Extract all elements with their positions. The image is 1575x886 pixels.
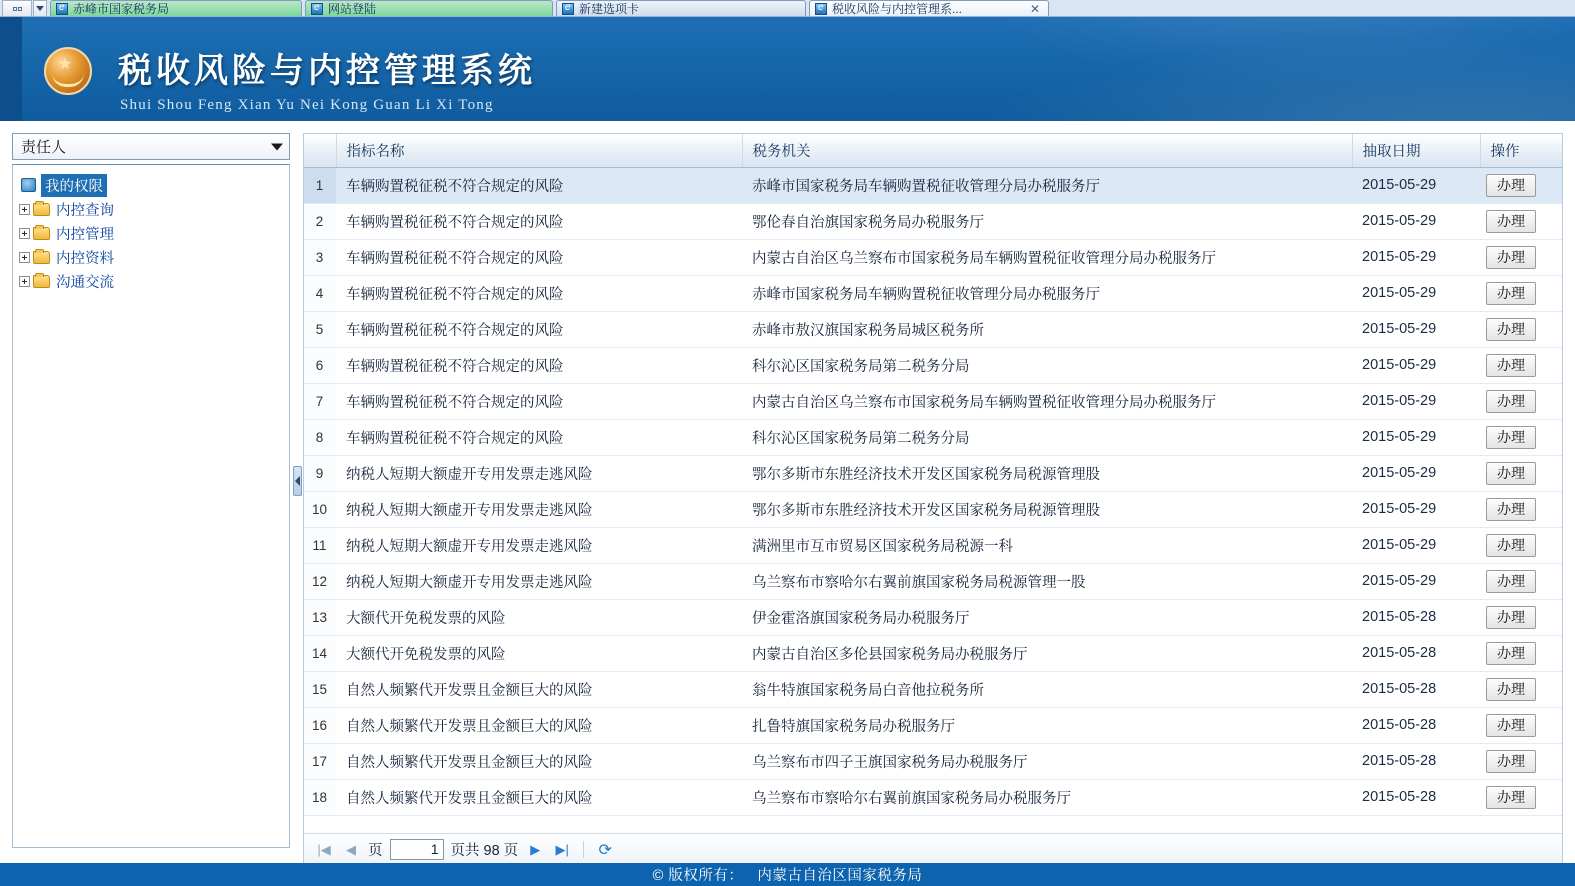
cell-indicator-name: 纳税人短期大额虚开专用发票走逃风险 <box>336 563 742 599</box>
browser-tab-3[interactable] <box>556 0 806 16</box>
cell-action <box>1480 167 1562 203</box>
folder-icon <box>33 203 50 216</box>
cell-tax-authority: 乌兰察布市四子王旗国家税务局办税服务厅 <box>742 743 1352 779</box>
cell-indicator-name: 纳税人短期大额虚开专用发票走逃风险 <box>336 455 742 491</box>
column-header-extract-date[interactable]: 抽取日期 <box>1352 134 1480 167</box>
cell-indicator-name: 车辆购置税征税不符合规定的风险 <box>336 419 742 455</box>
prev-page-icon[interactable]: ◀ <box>346 841 356 857</box>
site-favicon-icon <box>56 3 68 15</box>
table-body <box>304 167 1562 815</box>
cell-action <box>1480 743 1562 779</box>
cell-indicator-name: 车辆购置税征税不符合规定的风险 <box>336 311 742 347</box>
cell-action <box>1480 383 1562 419</box>
tab-label: 税收风险与内控管理系... <box>832 2 963 16</box>
cell-action <box>1480 707 1562 743</box>
cell-action <box>1480 671 1562 707</box>
tab-label: 新建选项卡 <box>579 2 640 16</box>
table-row[interactable] <box>304 167 1562 203</box>
table-row[interactable] <box>304 635 1562 671</box>
cell-extract-date: 2015-05-29 <box>1352 383 1480 419</box>
column-header-indicator-name[interactable]: 指标名称 <box>336 134 742 167</box>
cell-indicator-name: 纳税人短期大额虚开专用发票走逃风险 <box>336 491 742 527</box>
cell-indicator-name: 自然人频繁代开发票且金额巨大的风险 <box>336 671 742 707</box>
last-page-icon[interactable]: ▶| <box>555 841 569 857</box>
site-favicon-icon <box>815 3 827 15</box>
table-row[interactable] <box>304 275 1562 311</box>
row-index: 3 <box>304 239 336 275</box>
table-row[interactable] <box>304 203 1562 239</box>
sidebar-item-internal-control-query[interactable] <box>13 197 289 221</box>
table-row[interactable] <box>304 599 1562 635</box>
expand-plus-icon[interactable] <box>19 252 30 263</box>
app-header-banner <box>0 17 1575 121</box>
handle-button[interactable]: 办理 <box>1486 498 1536 521</box>
national-emblem-icon <box>40 43 96 99</box>
cell-action <box>1480 527 1562 563</box>
expand-plus-icon[interactable] <box>19 204 30 215</box>
total-pages-label: 页共 98 页 <box>450 843 519 859</box>
footer-owner: 内蒙古自治区国家税务局 <box>757 868 923 884</box>
cell-extract-date: 2015-05-29 <box>1352 167 1480 203</box>
main-body <box>0 121 1575 863</box>
sidebar-collapse-handle[interactable] <box>293 466 302 496</box>
expand-plus-icon[interactable] <box>19 228 30 239</box>
cell-tax-authority: 科尔沁区国家税务局第二税务分局 <box>742 419 1352 455</box>
row-index: 5 <box>304 311 336 347</box>
grid-icon <box>13 7 22 11</box>
cell-action <box>1480 239 1562 275</box>
chevron-left-icon <box>295 476 300 486</box>
column-header-index <box>304 134 336 167</box>
table-row[interactable] <box>304 383 1562 419</box>
table-row[interactable] <box>304 779 1562 815</box>
close-icon[interactable]: ✕ <box>1029 1 1040 16</box>
cell-action <box>1480 275 1562 311</box>
cell-extract-date: 2015-05-29 <box>1352 527 1480 563</box>
risk-task-table <box>304 134 1562 816</box>
site-favicon-icon <box>562 3 574 15</box>
sidebar-item-internal-control-management[interactable] <box>13 221 289 245</box>
row-index: 17 <box>304 743 336 779</box>
cell-extract-date: 2015-05-29 <box>1352 491 1480 527</box>
expand-plus-icon[interactable] <box>19 276 30 287</box>
handle-button[interactable]: 办理 <box>1486 246 1536 269</box>
folder-icon <box>33 227 50 240</box>
row-index: 11 <box>304 527 336 563</box>
page-subtitle: Shui Shou Feng Xian Yu Nei Kong Guan Li Xi Tong <box>120 97 494 113</box>
cell-indicator-name: 车辆购置税征税不符合规定的风险 <box>336 203 742 239</box>
row-index: 8 <box>304 419 336 455</box>
cell-extract-date: 2015-05-28 <box>1352 635 1480 671</box>
table-row[interactable] <box>304 563 1562 599</box>
cell-extract-date: 2015-05-29 <box>1352 239 1480 275</box>
cell-extract-date: 2015-05-29 <box>1352 311 1480 347</box>
folder-icon <box>33 251 50 264</box>
cell-extract-date: 2015-05-29 <box>1352 275 1480 311</box>
table-row[interactable] <box>304 347 1562 383</box>
browser-tab-strip <box>0 0 1575 17</box>
cell-indicator-name: 自然人频繁代开发票且金额巨大的风险 <box>336 743 742 779</box>
handle-button[interactable]: 办理 <box>1486 462 1536 485</box>
column-header-action: 操作 <box>1480 134 1562 167</box>
cell-tax-authority: 鄂尔多斯市东胜经济技术开发区国家税务局税源管理股 <box>742 491 1352 527</box>
browser-tab-2[interactable] <box>305 0 553 16</box>
table-row[interactable] <box>304 527 1562 563</box>
row-index: 1 <box>304 167 336 203</box>
cell-extract-date: 2015-05-29 <box>1352 563 1480 599</box>
row-index: 15 <box>304 671 336 707</box>
cell-action <box>1480 635 1562 671</box>
site-favicon-icon <box>311 3 323 15</box>
handle-button[interactable]: 办理 <box>1486 570 1536 593</box>
user-permission-icon <box>21 178 36 192</box>
cell-tax-authority: 内蒙古自治区多伦县国家税务局办税服务厅 <box>742 635 1352 671</box>
cell-action <box>1480 563 1562 599</box>
row-index: 18 <box>304 779 336 815</box>
emblem-star: ★ <box>58 56 73 73</box>
cell-action <box>1480 419 1562 455</box>
handle-button[interactable]: 办理 <box>1486 390 1536 413</box>
folder-icon <box>33 275 50 288</box>
handle-button[interactable]: 办理 <box>1486 534 1536 557</box>
cell-action <box>1480 599 1562 635</box>
cell-action <box>1480 311 1562 347</box>
cell-tax-authority: 赤峰市敖汉旗国家税务局城区税务所 <box>742 311 1352 347</box>
risk-task-table-panel <box>303 133 1563 848</box>
tab-dropdown-button[interactable] <box>33 0 47 16</box>
cell-indicator-name: 大额代开免税发票的风险 <box>336 635 742 671</box>
cell-tax-authority: 乌兰察布市察哈尔右翼前旗国家税务局办税服务厅 <box>742 779 1352 815</box>
chevron-down-icon <box>271 143 283 150</box>
page-label: 页 <box>368 843 383 859</box>
cell-indicator-name: 车辆购置税征税不符合规定的风险 <box>336 239 742 275</box>
cell-tax-authority: 乌兰察布市察哈尔右翼前旗国家税务局税源管理一股 <box>742 563 1352 599</box>
cell-tax-authority: 内蒙古自治区乌兰察布市国家税务局车辆购置税征收管理分局办税服务厅 <box>742 239 1352 275</box>
select-value: 责任人 <box>21 139 67 156</box>
tab-label: 网站登陆 <box>328 2 377 16</box>
browser-tab-1[interactable] <box>50 0 302 16</box>
cell-indicator-name: 车辆购置税征税不符合规定的风险 <box>336 383 742 419</box>
responsible-person-select[interactable] <box>12 133 290 160</box>
row-index: 14 <box>304 635 336 671</box>
handle-button[interactable]: 办理 <box>1486 354 1536 377</box>
cell-extract-date: 2015-05-29 <box>1352 455 1480 491</box>
permission-tree <box>12 164 290 848</box>
row-index: 6 <box>304 347 336 383</box>
table-row[interactable] <box>304 707 1562 743</box>
page-title: 税收风险与内控管理系统 <box>118 51 536 91</box>
pagination-bar <box>303 833 1563 866</box>
cell-tax-authority: 鄂伦春自治旗国家税务局办税服务厅 <box>742 203 1352 239</box>
copyright-text: © 版权所有： <box>652 868 744 884</box>
handle-button[interactable]: 办理 <box>1486 174 1536 197</box>
cell-extract-date: 2015-05-28 <box>1352 779 1480 815</box>
tab-strip-empty-area <box>1049 0 1575 16</box>
cell-extract-date: 2015-05-29 <box>1352 203 1480 239</box>
row-index: 16 <box>304 707 336 743</box>
cell-tax-authority: 翁牛特旗国家税务局白音他拉税务所 <box>742 671 1352 707</box>
table-header-row <box>304 134 1562 167</box>
footer-bar <box>0 863 1575 886</box>
cell-extract-date: 2015-05-28 <box>1352 671 1480 707</box>
row-index: 9 <box>304 455 336 491</box>
tab-list-button[interactable] <box>2 0 32 16</box>
refresh-icon[interactable]: ⟳ <box>598 841 612 859</box>
tree-root-label: 我的权限 <box>41 174 107 197</box>
table-row[interactable] <box>304 671 1562 707</box>
cell-extract-date: 2015-05-28 <box>1352 599 1480 635</box>
table-row[interactable] <box>304 743 1562 779</box>
handle-button[interactable]: 办理 <box>1486 606 1536 629</box>
row-index: 4 <box>304 275 336 311</box>
handle-button[interactable]: 办理 <box>1486 786 1536 809</box>
cell-indicator-name: 车辆购置税征税不符合规定的风险 <box>336 275 742 311</box>
sidebar-item-label: 沟通交流 <box>56 274 114 291</box>
cell-action <box>1480 347 1562 383</box>
page-number-input[interactable]: 1 <box>390 839 444 860</box>
row-index: 13 <box>304 599 336 635</box>
cell-extract-date: 2015-05-29 <box>1352 347 1480 383</box>
table-row[interactable] <box>304 491 1562 527</box>
tab-label: 赤峰市国家税务局 <box>73 2 170 16</box>
handle-button[interactable]: 办理 <box>1486 642 1536 665</box>
sidebar-item-communication[interactable] <box>13 269 289 293</box>
cell-action <box>1480 455 1562 491</box>
handle-button[interactable]: 办理 <box>1486 678 1536 701</box>
sidebar-item-label: 内控查询 <box>56 202 114 219</box>
cell-indicator-name: 车辆购置税征税不符合规定的风险 <box>336 167 742 203</box>
sidebar-item-label: 内控管理 <box>56 226 114 243</box>
handle-button[interactable]: 办理 <box>1486 282 1536 305</box>
handle-button[interactable]: 办理 <box>1486 210 1536 233</box>
cell-action <box>1480 491 1562 527</box>
cell-tax-authority: 赤峰市国家税务局车辆购置税征收管理分局办税服务厅 <box>742 167 1352 203</box>
sidebar-item-label: 内控资料 <box>56 250 114 267</box>
cell-indicator-name: 大额代开免税发票的风险 <box>336 599 742 635</box>
cell-action <box>1480 779 1562 815</box>
cell-extract-date: 2015-05-28 <box>1352 707 1480 743</box>
cell-tax-authority: 伊金霍洛旗国家税务局办税服务厅 <box>742 599 1352 635</box>
handle-button[interactable]: 办理 <box>1486 426 1536 449</box>
table-row[interactable] <box>304 455 1562 491</box>
table-row[interactable] <box>304 419 1562 455</box>
pager-divider <box>583 841 584 858</box>
cell-tax-authority: 内蒙古自治区乌兰察布市国家税务局车辆购置税征收管理分局办税服务厅 <box>742 383 1352 419</box>
cell-indicator-name: 车辆购置税征税不符合规定的风险 <box>336 347 742 383</box>
chevron-down-icon <box>36 6 44 11</box>
handle-button[interactable]: 办理 <box>1486 750 1536 773</box>
banner-left-accent <box>0 17 22 121</box>
first-page-icon[interactable]: |◀ <box>317 841 331 857</box>
cell-action <box>1480 203 1562 239</box>
handle-button[interactable]: 办理 <box>1486 714 1536 737</box>
row-index: 10 <box>304 491 336 527</box>
cell-indicator-name: 纳税人短期大额虚开专用发票走逃风险 <box>336 527 742 563</box>
tree-root-my-permissions[interactable] <box>13 173 289 197</box>
sidebar-item-internal-control-materials[interactable] <box>13 245 289 269</box>
cell-indicator-name: 自然人频繁代开发票且金额巨大的风险 <box>336 779 742 815</box>
column-header-tax-authority[interactable]: 税务机关 <box>742 134 1352 167</box>
cell-tax-authority: 鄂尔多斯市东胜经济技术开发区国家税务局税源管理股 <box>742 455 1352 491</box>
next-page-icon[interactable]: ▶ <box>530 841 541 857</box>
handle-button[interactable]: 办理 <box>1486 318 1536 341</box>
cell-tax-authority: 赤峰市国家税务局车辆购置税征收管理分局办税服务厅 <box>742 275 1352 311</box>
sidebar <box>12 133 290 848</box>
cell-tax-authority: 扎鲁特旗国家税务局办税服务厅 <box>742 707 1352 743</box>
table-row[interactable] <box>304 239 1562 275</box>
cell-indicator-name: 自然人频繁代开发票且金额巨大的风险 <box>336 707 742 743</box>
row-index: 12 <box>304 563 336 599</box>
cell-tax-authority: 满洲里市互市贸易区国家税务局税源一科 <box>742 527 1352 563</box>
table-row[interactable] <box>304 311 1562 347</box>
cell-extract-date: 2015-05-29 <box>1352 419 1480 455</box>
row-index: 7 <box>304 383 336 419</box>
cell-extract-date: 2015-05-28 <box>1352 743 1480 779</box>
browser-tab-4-active[interactable] <box>809 0 1049 16</box>
cell-tax-authority: 科尔沁区国家税务局第二税务分局 <box>742 347 1352 383</box>
row-index: 2 <box>304 203 336 239</box>
